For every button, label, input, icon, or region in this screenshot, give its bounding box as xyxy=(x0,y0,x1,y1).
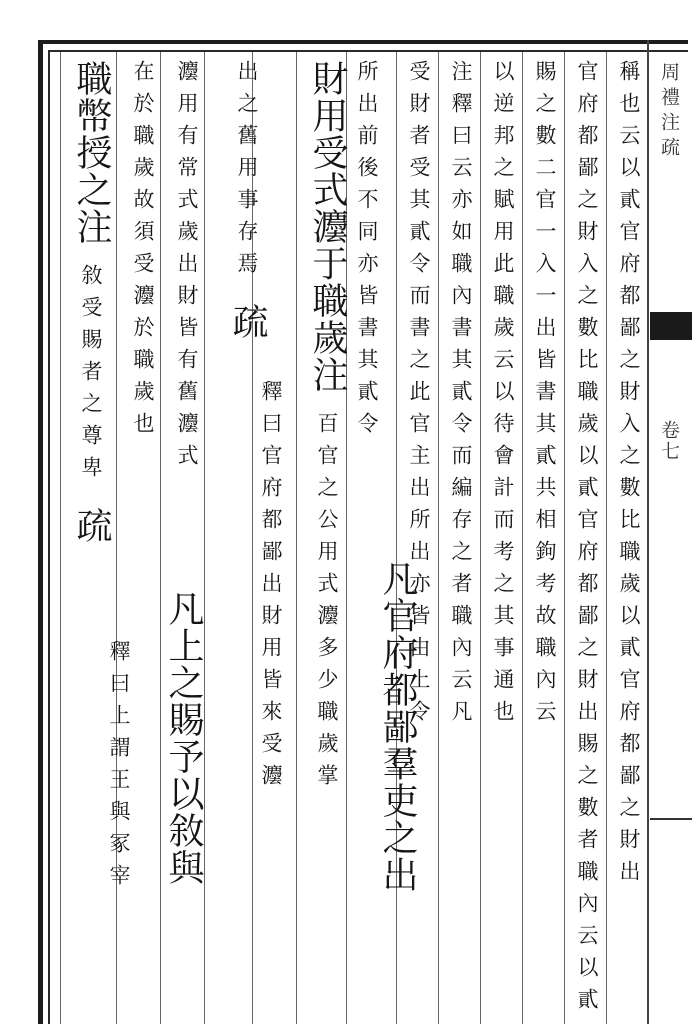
main-text: 職幣授之注 xyxy=(71,60,112,245)
text-column-10 xyxy=(222,60,273,340)
main-text: 凡官府都鄙羣吏之出 xyxy=(377,560,418,893)
shu-marker: 疏 xyxy=(71,507,112,544)
column-rule xyxy=(564,52,565,1024)
column-rule xyxy=(606,52,607,1024)
commentary-text: 敘受賜者之尊卑 xyxy=(79,264,103,488)
text-column-3: 賜之數二官一入一出皆書其貳共相鉤考故職內云 xyxy=(533,60,557,732)
text-column-2: 官府都鄙之財入之數比職歲以貳官府都鄙之財出賜之數者職內云以貳 xyxy=(575,60,599,1020)
commentary-text: 出之舊用事存焉 xyxy=(235,60,259,284)
commentary-text: 所出前後不同亦皆書其貳令 xyxy=(355,60,379,444)
text-column-5: 注釋曰云亦如職內書其貳令而編存之者職內云凡 xyxy=(449,60,473,732)
text-column-7-main xyxy=(372,560,423,893)
commentary-text: 百官之公用式灋多少職歲掌 xyxy=(315,412,339,796)
text-column-1: 稱也云以貳官府都鄙之財入之數比職歲以貳官府都鄙之財出 xyxy=(617,60,641,892)
column-rule xyxy=(60,52,61,1024)
text-column-11-main xyxy=(158,590,209,886)
column-rule xyxy=(438,52,439,1024)
fold-mark xyxy=(650,312,692,340)
book-title: 周禮注疏 xyxy=(658,62,680,162)
margin-cut-line xyxy=(650,818,692,820)
column-rule xyxy=(296,52,297,1024)
margin-rule xyxy=(647,40,649,1024)
column-rule xyxy=(522,52,523,1024)
text-column-11: 灋用有常式歲出財皆有舊灋式 xyxy=(175,60,199,476)
text-column-13b: 釋曰上謂王與冢宰 xyxy=(107,640,131,896)
text-column-9 xyxy=(302,60,353,796)
text-column-6: 受財者受其貳令而書之此官主出所出亦皆由上令 xyxy=(407,60,431,732)
text-column-12: 在於職歲故須受灋於職歲也 xyxy=(131,60,155,444)
text-column-13 xyxy=(66,60,117,544)
text-column-7 xyxy=(352,60,382,444)
inner-border-rule xyxy=(48,50,50,1024)
column-rule xyxy=(480,52,481,1024)
main-text: 凡上之賜予以敘與 xyxy=(163,590,204,886)
text-column-4: 以逆邦之賦用此職歲云以待會計而考之其事通也 xyxy=(491,60,515,732)
main-text: 財用受式灋于職歲注 xyxy=(307,60,348,393)
shu-marker: 疏 xyxy=(227,303,268,340)
top-border-rule xyxy=(48,50,688,52)
text-column-10b: 釋曰官府都鄙出財用皆來受灋 xyxy=(259,380,283,796)
volume-label: 卷七 xyxy=(658,420,680,462)
